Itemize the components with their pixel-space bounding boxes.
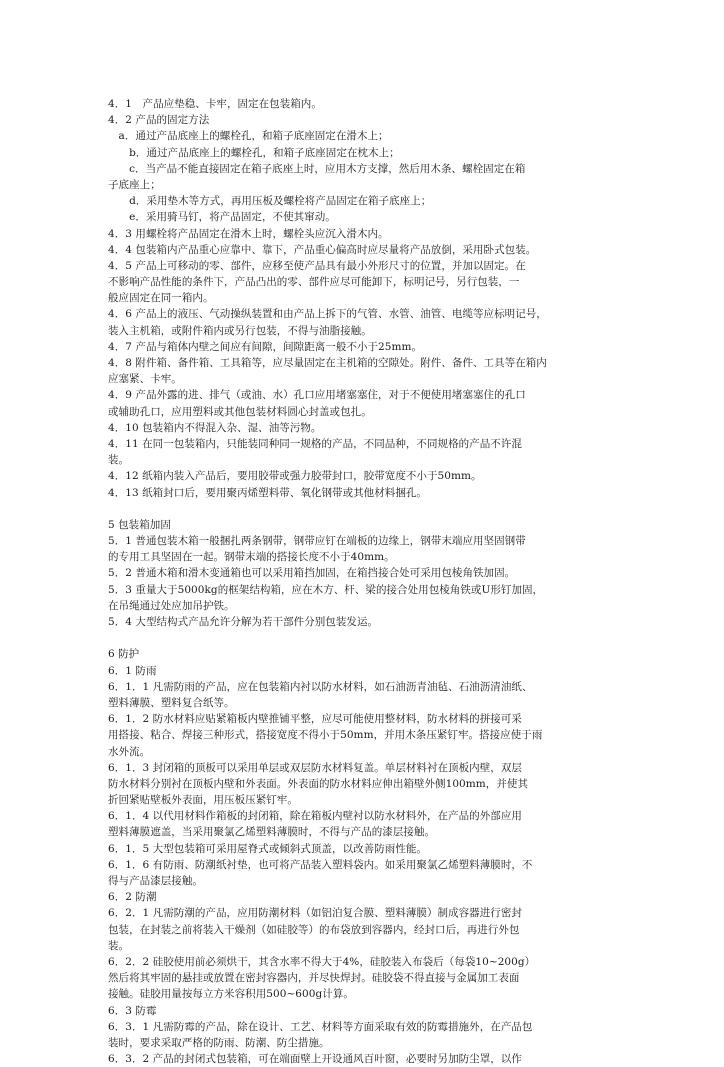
section-heading: 5 包装箱加固 <box>108 518 171 531</box>
text-line: b．通过产品底座上的螺栓孔，和箱子底座固定在枕木上； <box>108 146 400 159</box>
document-page <box>108 96 618 1067</box>
text-line: 6．1．4 以代用材料作箱板的封闭箱，除在箱板内壁衬以防水材料外，在产品的外部应用 <box>108 810 522 823</box>
text-line: 般应固定在同一箱内。 <box>108 292 214 305</box>
text-line: 折回紧贴壁板外表面，用压板压紧钉牢。 <box>108 794 298 807</box>
text-line: 6．1．3 封闭箱的顶板可以采用单层或双层防水材料复盖。单层材料衬在顶板内壁，双层 <box>108 761 522 774</box>
text-line: 6．1．1 凡需防雨的产品，应在包装箱内衬以防水材料，如石油沥青油毡、石油沥清油纸、 <box>108 680 533 693</box>
text-line: 4．13 纸箱封口后，要用聚丙烯塑料带、氧化钢带或其他材料捆孔。 <box>108 486 427 499</box>
text-line: 塑料薄膜遮盖，当采用聚氯乙烯塑料薄膜时，不得与产品的漆层接触。 <box>108 826 436 839</box>
text-line: 用搭接、粘合、焊接三种形式，搭接宽度不得小于50mm，并用木条压紧钉牢。搭接应使于雨 <box>108 729 543 742</box>
text-line: 得与产品漆层接触。 <box>108 875 203 887</box>
text-line: 6．1．6 有防雨、防潮纸衬垫，也可将产品装入塑料袋内。如采用聚氯乙烯塑料薄膜时，不 <box>108 858 533 871</box>
text-line: 接触。硅胶用量按每立方米容积用500~600g计算。 <box>108 988 354 1001</box>
text-line: 水外流。 <box>108 745 151 758</box>
text-line: 4．7 产品与箱体内壁之间应有间隙，间隙距离一般不小于25mm。 <box>108 340 423 353</box>
text-line: e．采用骑马钉，将产品固定，不使其窜动。 <box>108 211 336 224</box>
text-line: d．采用垫木等方式，再用压板及螺栓将产品固定在箱子底座上； <box>108 195 432 208</box>
text-line: 6．2．2 硅胶使用前必须烘干，其含水率不得大于4%，硅胶装入布袋后（每袋10~200g） <box>108 955 536 968</box>
text-line: 包装，在封装之前将装入干燥剂（如硅胶等）的布袋放到容器内，经封口后，再进行外包 <box>108 923 520 936</box>
text-line: 4．5 产品上可移动的零、部件，应移至使产品具有最小外形尺寸的位置，并加以固定。在 <box>108 259 526 272</box>
text-line: 5．1 普通包装木箱一般捆扎两条钢带，钢带应钉在端板的边缘上，钢带末端应用坚固钢带 <box>108 535 526 548</box>
text-line: 装时，要求采取严格的防雨、防潮、防尘措施。 <box>108 1036 330 1049</box>
text-line: 4．1 产品应垫稳、卡牢，固定在包装箱内。 <box>108 98 322 110</box>
text-line: 不影响产品性能的条件下，产品凸出的零、部件应尽可能卸下，标明记号，另行包装，一 <box>108 276 520 289</box>
text-line: 6．1．2 防水材料应贴紧箱板内壁推铺平整，应尽可能使用整材料，防水材料的拼接可采 <box>108 713 522 726</box>
text-line: 6．2．1 凡需防潮的产品，应用防潮材料（如铝泊复合膜、塑料薄膜）制成容器进行密封 <box>108 907 522 920</box>
text-line: 防水材料分别衬在顶板内壁和外表面。外表面的防水材料应伸出箱壁外侧100mm，并使其 <box>108 777 529 790</box>
text-line: 4．6 产品上的液压、气动操纵装置和由产品上拆下的气管、水管、油管、电缆等应标明记号， <box>108 308 547 321</box>
text-line: 在吊绳通过处应加吊护铁。 <box>108 599 235 612</box>
text-line: 或辅助孔口，应用塑料或其他包装材料圆心封盖或包扎。 <box>108 405 372 418</box>
text-line: 6．3．1 凡需防霉的产品，除在设计、工艺、材料等方面采取有效的防霉措施外，在产品包 <box>108 1020 533 1033</box>
text-line: c．当产品不能直接固定在箱子底座上时，应用木方支撑，然后用木条、螺栓固定在箱 <box>108 162 526 175</box>
text-line: 4．11 在同一包装箱内，只能装同种同一规格的产品，不同品种，不同规格的产品不许混 <box>108 437 522 450</box>
text-line: 5．4 大型结构式产品允许分解为若干部件分别包装发运。 <box>108 616 379 628</box>
paragraph-gap <box>108 501 618 517</box>
section-heading: 6 防护 <box>108 648 140 661</box>
text-line: 塑料薄膜、塑料复合纸等。 <box>108 696 235 709</box>
text-line: 6．1．5 大型包装箱可采用屋脊式或倾斜式顶盖，以改善防雨性能。 <box>108 842 427 855</box>
text-line: 子底座上； <box>108 178 161 191</box>
text-line: 装入主机箱，或附件箱内或另行包装，不得与油脂接触。 <box>108 324 372 337</box>
text-line: 然后将其牢固的悬挂或放置在密封容器内，并尽快焊封。硅胶袋不得直接与金属加工表面 <box>108 972 520 985</box>
text-line: 6．3．2 产品的封闭式包装箱，可在端面壁上开设通风百叶窗，必要时另加防尘罩，以作 <box>108 1053 522 1066</box>
text-line: 4．2 产品的固定方法 <box>108 114 210 127</box>
text-line: 装。 <box>108 939 130 952</box>
text-line: 4．12 纸箱内装入产品后，要用胶带或强力胶带封口，胶带宽度不小于50mm。 <box>108 470 482 483</box>
text-line: 装。 <box>108 454 130 467</box>
subsection-heading: 6．3 防霉 <box>108 1004 157 1017</box>
text-line: 4．10 包装箱内不得混入杂、湿、油等污物。 <box>108 421 322 434</box>
subsection-heading: 6．2 防潮 <box>108 891 157 904</box>
text-line: 4．8 附件箱、备件箱、工具箱等，应尽量固定在主机箱的空隙处。附件、备件、工具等在箱内 <box>108 357 547 369</box>
text-line: 5．3 重量大于5000kg的框架结构箱，应在木方、杆、梁的接合处用包棱角铁或U形钉加固， <box>108 583 544 596</box>
text-line: a．通过产品底座上的螺栓孔，和箱子底座固定在滑木上； <box>108 130 389 143</box>
text-line: 的专用工具坚固在一起。钢带末端的搭接长度不小于40mm。 <box>108 551 395 564</box>
text-line: 应塞紧、卡牢。 <box>108 373 182 386</box>
paragraph-gap <box>108 630 618 646</box>
text-line: 4．3 用螺栓将产品固定在滑木上时，螺栓头应沉入滑木内。 <box>108 227 389 240</box>
text-line: 5．2 普通木箱和滑木变通箱也可以采用箱挡加固，在箱挡接合处可采用包棱角铁加固。 <box>108 567 516 580</box>
subsection-heading: 6．1 防雨 <box>108 664 157 677</box>
text-line: 4．4 包装箱内产品重心应靠中、靠下，产品重心偏高时应尽量将产品放倒，采用卧式包装。 <box>108 243 537 256</box>
text-line: 4．9 产品外露的进、排气（或油、水）孔口应用堵塞塞住，对于不便使用堵塞塞住的孔口 <box>108 389 526 402</box>
